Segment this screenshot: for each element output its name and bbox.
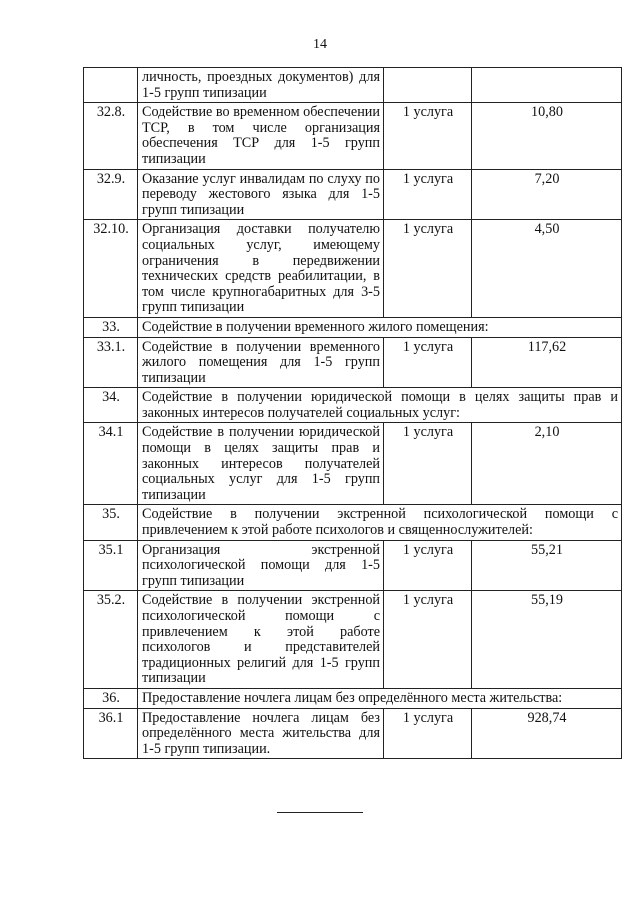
row-number: 33.: [84, 317, 138, 337]
table-row: [84, 220, 622, 318]
service-unit: 1 услуга: [384, 591, 472, 689]
service-name: Содействие во временном обеспечении ТСР, в том числе организация обеспечения ТСР для 1-5 групп типизации: [138, 103, 384, 169]
service-name: Содействие в получении экстренной психологической помощи с привлечением к этой работе психологов и представителей традиционных религий для 1-5 групп типизации: [138, 591, 384, 689]
section-row: [84, 317, 622, 337]
row-number: 34.: [84, 388, 138, 423]
service-price: 55,21: [472, 540, 622, 591]
row-number: 32.9.: [84, 169, 138, 220]
service-name: Содействие в получении юридической помощи в целях защиты прав и законных интересов получателей социальных услуг для 1-5 групп типизации: [138, 423, 384, 505]
section-row: [84, 505, 622, 540]
table-row: [84, 540, 622, 591]
section-title: Предоставление ночлега лицам без определённого места жительства:: [138, 688, 622, 708]
row-number: 36.1: [84, 708, 138, 759]
service-price: [472, 68, 622, 103]
service-price: 7,20: [472, 169, 622, 220]
row-number: 35.: [84, 505, 138, 540]
service-unit: 1 услуга: [384, 220, 472, 318]
service-name: Предоставление ночлега лицам без определённого места жительства для 1-5 групп типизации.: [138, 708, 384, 759]
row-number: 35.2.: [84, 591, 138, 689]
services-table: [83, 67, 622, 759]
row-number: 36.: [84, 688, 138, 708]
service-unit: 1 услуга: [384, 337, 472, 388]
section-title: Содействие в получении экстренной психологической помощи с привлечением к этой работе психологов и священнослужителей:: [138, 505, 622, 540]
row-number: 32.10.: [84, 220, 138, 318]
service-price: 4,50: [472, 220, 622, 318]
service-price: 117,62: [472, 337, 622, 388]
end-divider-line: [277, 812, 363, 813]
service-unit: [384, 68, 472, 103]
service-name: Оказание услуг инвалидам по слуху по переводу жестового языка для 1-5 групп типизации: [138, 169, 384, 220]
table-row: [84, 708, 622, 759]
table-row: [84, 423, 622, 505]
service-name: Содействие в получении временного жилого помещения для 1-5 групп типизации: [138, 337, 384, 388]
table-row: [84, 337, 622, 388]
service-unit: 1 услуга: [384, 708, 472, 759]
row-number: 33.1.: [84, 337, 138, 388]
section-title: Содействие в получении временного жилого помещения:: [138, 317, 622, 337]
section-row: [84, 388, 622, 423]
service-unit: 1 услуга: [384, 103, 472, 169]
service-price: 55,19: [472, 591, 622, 689]
service-price: 928,74: [472, 708, 622, 759]
service-unit: 1 услуга: [384, 423, 472, 505]
section-title: Содействие в получении юридической помощи в целях защиты прав и законных интересов получателей социальных услуг:: [138, 388, 622, 423]
row-number: 32.8.: [84, 103, 138, 169]
service-price: 2,10: [472, 423, 622, 505]
service-price: 10,80: [472, 103, 622, 169]
row-number: [84, 68, 138, 103]
services-table-body: [84, 68, 622, 759]
service-unit: 1 услуга: [384, 169, 472, 220]
service-name: личность, проездных документов) для 1-5 групп типизации: [138, 68, 384, 103]
service-name: Организация доставки получателю социальных услуг, имеющему ограничения в передвижении технических средств реабилитации, в том числе крупногабаритных для 3-5 групп типизации: [138, 220, 384, 318]
service-unit: 1 услуга: [384, 540, 472, 591]
row-number: 35.1: [84, 540, 138, 591]
table-row: [84, 68, 622, 103]
row-number: 34.1: [84, 423, 138, 505]
service-name: Организация экстренной психологической помощи для 1-5 групп типизации: [138, 540, 384, 591]
page-number: 14: [313, 37, 327, 52]
table-row: [84, 591, 622, 689]
table-row: [84, 169, 622, 220]
section-row: [84, 688, 622, 708]
table-row: [84, 103, 622, 169]
